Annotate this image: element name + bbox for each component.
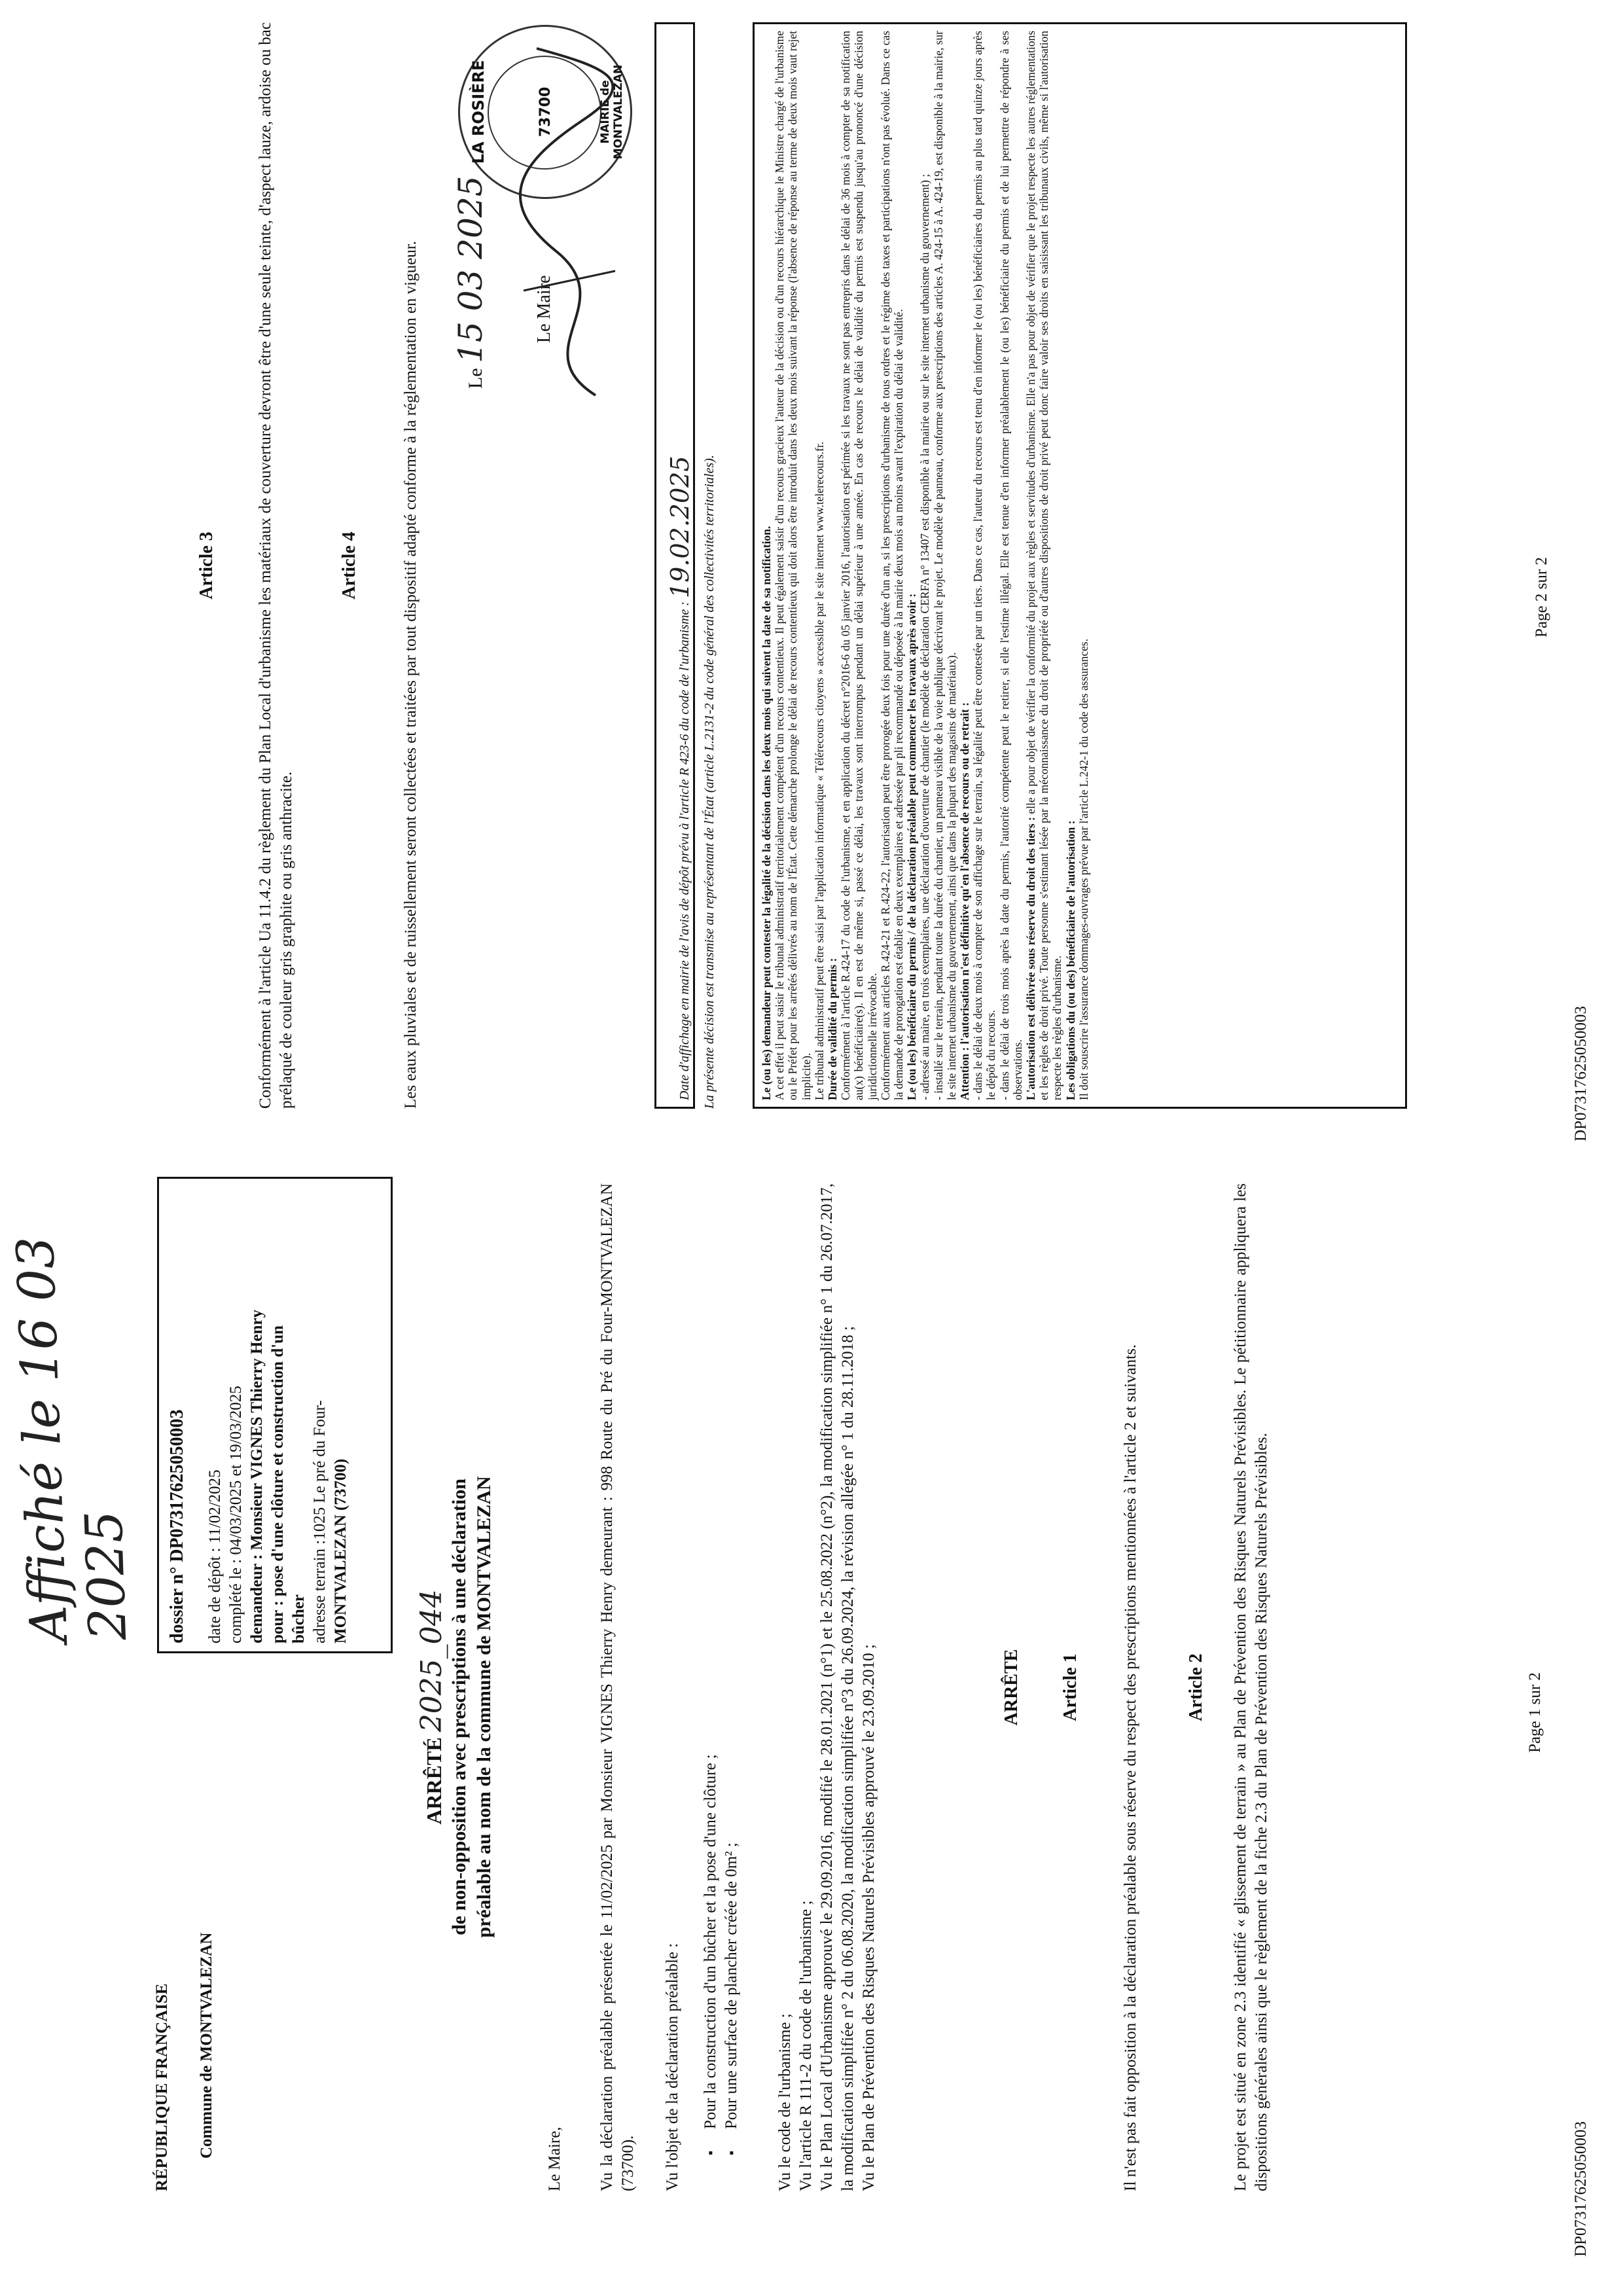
footer-reference: DP07317625050003 xyxy=(1572,1006,1590,1141)
vu-line-1: Vu le code de l'urbanisme ; xyxy=(776,2013,794,2191)
vu-line-4: Vu le Plan de Prévention des Risques Naturels Prévisibles approuvé le 23.09.2010 ; xyxy=(860,1644,878,2191)
arrete-heading: ARRÊTE xyxy=(1001,1649,1022,1726)
extension-text: Conformément aux articles R.424-21 et R.424-22, l'autorisation peut être prorogée deux fois pour une durée d'un an, si les prescriptions d'urbanisme de tous ordres et le régime des taxes et participations n'ont pas évolué. Dans ce cas la demande de prorogation est établie en deux exemplaires et adressée par pli recommandé ou déposée à la mairie deux mois au moins avant l'expiration du délai de validité. xyxy=(878,31,906,1100)
validity-text: Conformément à l'article R.424-17 du code de l'urbanisme, et en application du décret n°2016-6 du 05 janvier 2016, l'autorisation est périmée si les travaux ne sont pas entrepris dans le délai de 36 mois à compter de sa notification au(x) bénéficiaire(s). Il en est de même si, passé ce délai, les travaux sont interrompus pendant un délai supérieur à une année. En cas de recours le délai de validité du permis est suspendu jusqu'au prononcé d'une décision juridictionnelle irrévocable. xyxy=(839,31,879,1100)
third-party-text: elle a pour objet de vérifier la conformité du projet aux règles et servitudes d'urbanisme. Elle n'a pas pour objet de vérifier que le projet respecte les autres réglementations et les règles de droit privé. Toute personne s'estimant lésée par la méconnaissance du droit de propriété ou d'autres dispositions de droit privé peut donc faire valoir ses droits en saisissant les tribunaux civils, même si l'autorisation respecte les règles d'urbanisme. xyxy=(1024,30,1064,1100)
handwritten-signature xyxy=(497,42,628,408)
beneficiary-title: Le (ou les) bénéficiaire du permis / de la déclaration préalable peut commencer les travaux après avoir : xyxy=(905,593,919,1100)
stamp-code: 73700 xyxy=(537,86,554,137)
address-line2: MONTVALEZAN (73700) xyxy=(332,1458,349,1643)
objet-bullet-list xyxy=(700,1754,742,2165)
beneficiary-item-1: - adressé au maire, en trois exemplaires, une déclaration d'ouverture de chantier (le modèle de déclaration CERFA n° 13407 est disponible à la mairie ou sur le site internet urbanisme du gouvernement) ; xyxy=(918,173,932,1100)
article-4-title: Article 4 xyxy=(339,531,359,600)
title-line2: préalable au nom de la commune de MONTVALEZAN xyxy=(473,1476,495,1938)
objet-bullet-1: ▪ Pour la construction d'un bûcher et la pose d'une clôture ; xyxy=(700,1754,721,2129)
posting-date-label: Date d'affichage en mairie de l'avis de dépôt prévu à l'article R 423-6 du code de l'urbanisme : xyxy=(677,601,692,1100)
stamp-top-text: LA ROSIÈRE xyxy=(469,60,488,164)
vu-objet: Vu l'objet de la déclaration préalable : xyxy=(664,1943,681,2191)
signature-date-prefix: Le xyxy=(465,368,486,389)
posting-date-box xyxy=(654,22,695,1109)
address-line1: adresse terrain :1025 Le pré du Four- xyxy=(311,1400,329,1643)
article-4-text: Les eaux pluviales et de ruissellement seront collectées et traitées par tout dispositif adapté conforme à la réglementation en vigueur. xyxy=(402,241,419,1109)
legal-info-box xyxy=(753,22,1407,1109)
title-line1: de non-opposition avec prescriptions à une déclaration xyxy=(448,1479,470,1935)
vu-line-2: Vu l'article R 111-2 du code de l'urbanisme ; xyxy=(797,1900,815,2191)
dossier-box xyxy=(157,1177,393,1653)
signature-date xyxy=(452,176,490,389)
complete-date: complété le : 04/03/2025 et 19/03/2025 xyxy=(227,1386,245,1643)
attention-item-1: - dans le délai de deux mois à compter de son affichage sur le terrain, sa légalité peut être contestée par un tiers. Dans ce cas, l'auteur du recours est tenu d'en informer le (ou les) bénéficiaires du permis au plus tard quinze jours après le dépôt du recours. xyxy=(971,31,998,1100)
appeal-text: A cet effet il peut saisir le tribunal administratif territorialement compétent d'un recours contentieux. Il peut également saisir d'un recours gracieux l'auteur de la décision ou d'un recours hiérarchique le Ministre chargé de l'urbanisme ou le Préfet pour les arrêtés délivrés au nom de l'État. Cette démarche prolonge le délai de recours contentieux qui doit alors être introduit dans les deux mois suivant la réponse (l'absence de réponse au terme de deux mois vaut rejet implicite). xyxy=(773,31,813,1100)
appeal-title: Le (ou les) demandeur peut contester la légalité de la décision dans les deux mois qui suivent la date de sa notification. xyxy=(760,526,773,1100)
arrete-label: ARRÊTÉ xyxy=(422,1737,446,1825)
article-3-text: Conformément à l'article Ua 11.4.2 du règlement du Plan Local d'urbanisme les matériaux de couverture devront être d'une seule teinte, d'aspect lauze, ardoise ou bac prélaqué de couleur gris graphite ou gris anthracite. xyxy=(257,22,295,1109)
footer-page-number: Page 1 sur 2 xyxy=(1526,1672,1544,1753)
vu-declaration: Vu la déclaration préalable présentée le 11/02/2025 par Monsieur VIGNES Thierry Henry demeurant : 998 Route du Pré du Four-MONTVALEZAN (73700). xyxy=(598,1183,637,2191)
footer-reference: DP07317625050003 xyxy=(1572,2121,1590,2257)
maire-intro: Le Maire, xyxy=(546,2126,563,2191)
vu-line-3: Vu le Plan Local d'Urbanisme approuvé le 29.09.2016, modifié le 28.01.2021 (n°1) et le 25.08.2022 (n°2), la modification simplifiée n° 1 du 26.07.2017, la modification simplifiée n° 2 du 06.08.2020, la modification simplifiée n°3 du 26.09.2024, la révision allégée n° 1 du 28.11.2018 ; xyxy=(818,1183,857,2191)
arrete-number-handwritten: 2025_044 xyxy=(415,1589,448,1732)
depot-date: date de dépôt : 11/02/2025 xyxy=(206,1469,224,1643)
vu-list xyxy=(775,1183,880,2191)
applicant: demandeur : Monsieur VIGNES Thierry Henry xyxy=(248,1310,266,1643)
decision-title xyxy=(415,1314,497,2100)
attention-title: Attention : l'autorisation n'est définitive qu'en l'absence de recours ou de retrait : xyxy=(958,702,972,1100)
handwritten-posting-date: Affiché le 16 03 2025 xyxy=(6,1235,139,1643)
objet-bullet-2: ▪ Pour une surface de plancher créée de 0m² ; xyxy=(721,1754,742,2129)
transmission-note: La présente décision est transmise au représentant de l'État (article L.2131-2 du code général des collectivités territoriales). xyxy=(702,455,717,1109)
page-1 xyxy=(0,1148,1623,2296)
dossier-number: dossier n° DP07317625050003 xyxy=(167,1409,187,1643)
purpose-line2: bûcher xyxy=(290,1594,308,1643)
article-1-title: Article 1 xyxy=(1060,1653,1080,1721)
stamp-bottom-text: MAIRIE de MONTVALEZAN xyxy=(599,64,625,160)
signatory-title: Le Maire xyxy=(534,275,554,343)
republic-header: RÉPUBLIQUE FRANÇAISE xyxy=(153,1983,171,2191)
telerecours-text: Le tribunal administratif peut être saisi par l'application informatique « Télérecours citoyens » accessible par le site internet www.telerecours.fr. xyxy=(812,441,826,1100)
commune-name: Commune de MONTVALEZAN xyxy=(198,1932,215,2159)
validity-title: Durée de validité du permis : xyxy=(826,958,840,1100)
signature-date-handwritten: 15 03 2025 xyxy=(452,175,490,363)
obligations-title: Les obligations du (ou des) bénéficiaire de l'autorisation : xyxy=(1063,820,1077,1100)
posting-date-handwritten: 19.02.2025 xyxy=(666,456,694,599)
obligations-text: Il doit souscrire l'assurance dommages-ouvrages prévue par l'article L.242-1 du code des assurances. xyxy=(1077,638,1090,1100)
third-party-title: L'autorisation est délivrée sous réserve du droit des tiers : xyxy=(1024,817,1038,1100)
article-1-text: Il n'est pas fait opposition à la déclaration préalable sous réserve du respect des prescriptions mentionnées à l'article 2 et suivants. xyxy=(1122,1344,1139,2191)
attention-item-2: - dans le délai de trois mois après la date du permis, l'autorité compétente peut le retirer, si elle l'estime illégal. Elle est tenue d'en informer préalablement le (ou les) bénéficiaire du permis et de lui permettre de répondre à ses observations. xyxy=(997,31,1024,1100)
article-2-text: Le projet est situé en zone 2.3 identifié « glissement de terrain » au Plan de Prévention des Risques Naturels Prévisibles. Le pétitionnaire appliquera les dispositions générales ainsi que le règlement de la fiche 2.3 du Plan de Prévention des Risques Naturels Prévisibles. xyxy=(1232,1183,1270,2191)
article-3-title: Article 3 xyxy=(196,531,217,600)
article-2-title: Article 2 xyxy=(1186,1653,1206,1721)
beneficiary-item-2: - installé sur le terrain, pendant toute la durée du chantier, un panneau visible de la voie publique décrivant le projet. Le modèle de panneau, conforme aux prescriptions des articles A. 424-15 à A. 424-19, est disponible à la mairie, sur le site internet urbanisme du gouvernement, ainsi que dans la plupart des magasins de matériaux). xyxy=(931,31,958,1100)
footer-page-number: Page 2 sur 2 xyxy=(1533,557,1550,637)
purpose-line1: pour : pose d'une clôture et construction d'un xyxy=(269,1325,287,1643)
